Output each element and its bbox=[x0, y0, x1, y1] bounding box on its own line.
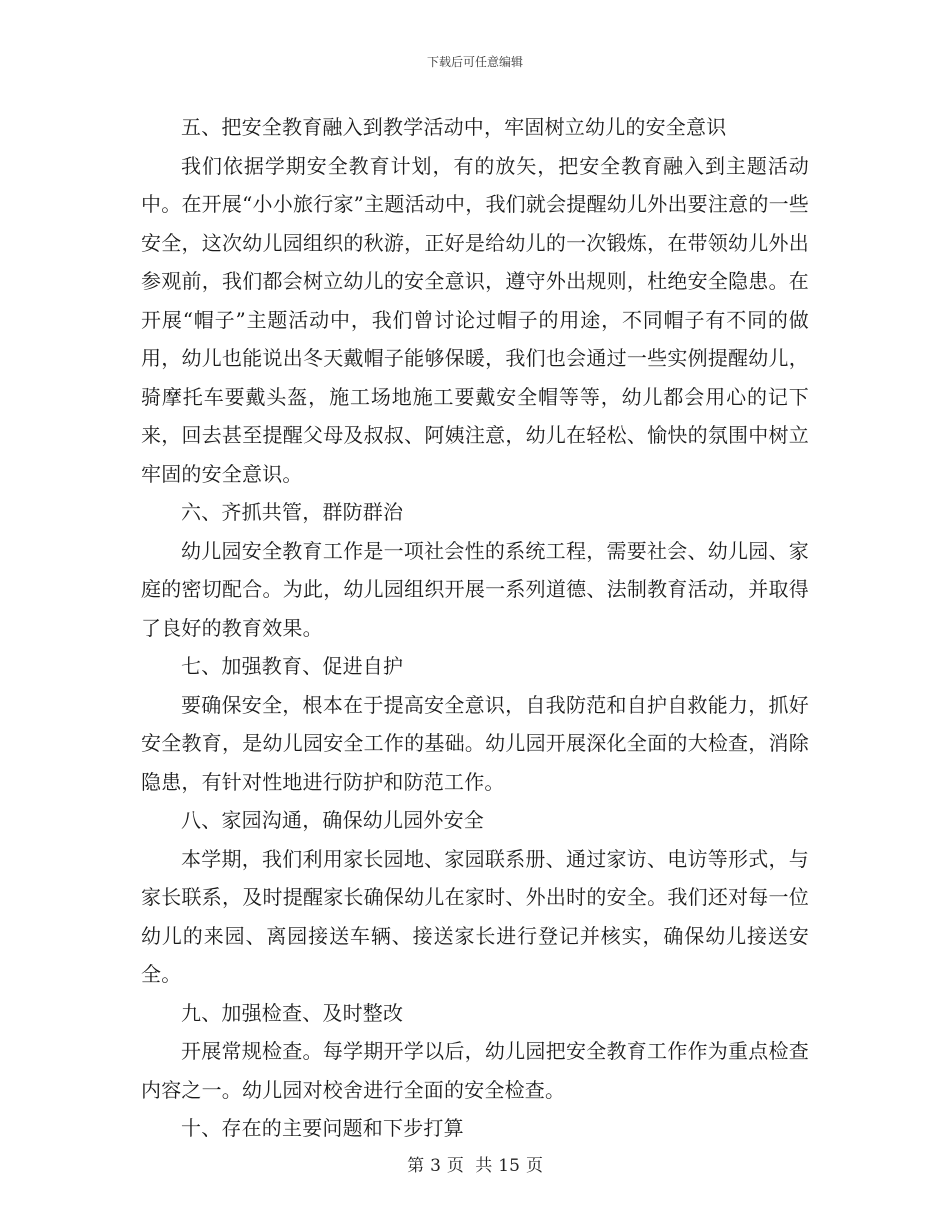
section-heading-6: 六、齐抓共管，群防群治 bbox=[181, 500, 404, 524]
body-paragraph: 要确保安全，根本在于提高安全意识，自我防范和自护自救能力，抓好安全教育，是幼儿园安全工作的基础。幼儿园开展深化全面的大检查，消除隐患，有针对性地进行防护和防范工作。 bbox=[141, 692, 809, 794]
section-heading-5: 五、把安全教育融入到教学活动中，牢固树立幼儿的安全意识 bbox=[181, 115, 727, 139]
document-body bbox=[141, 108, 809, 1148]
section-heading-9: 九、加强检查、及时整改 bbox=[181, 1000, 404, 1025]
page-header-note: 下载后可任意编辑 bbox=[426, 55, 523, 69]
body-paragraph: 我们依据学期安全教育计划，有的放矢，把安全教育融入到主题活动中。在开展“小小旅行家”主题活动中，我们就会提醒幼儿外出要注意的一些安全，这次幼儿园组织的秋游，正好是给幼儿的一次锻炼，在带领幼儿外出参观前，我们都会树立幼儿的安全意识，遵守外出规则，杜绝安全隐患。在开展“帽子”主题活动中，我们曾讨论过帽子的用途，不同帽子有不同的做用，幼儿也能说出冬天戴帽子能够保暖，我们也会通过一些实例提醒幼儿，骑摩托车要戴头盔，施工场地施工要戴安全帽等等，幼儿都会用心的记下来，回去甚至提醒父母及叔叔、阿姨注意，幼儿在轻松、愉快的氛围中树立牢固的安全意识。 bbox=[141, 153, 809, 486]
footer-current-page: 3 bbox=[430, 1156, 441, 1176]
section-heading-10: 十、存在的主要问题和下步打算 bbox=[181, 1116, 464, 1140]
body-paragraph: 幼儿园安全教育工作是一项社会性的系统工程，需要社会、幼儿园、家庭的密切配合。为此，幼儿园组织开展一系列道德、法制教育活动，并取得了良好的教育效果。 bbox=[141, 538, 809, 640]
section-heading-7: 七、加强教育、促进自护 bbox=[181, 654, 404, 678]
footer-total-pages: 15 bbox=[498, 1156, 520, 1176]
section-heading-8: 八、家园沟通，确保幼儿园外安全 bbox=[181, 808, 484, 832]
body-paragraph: 本学期，我们利用家长园地、家园联系册、通过家访、电访等形式，与家长联系，及时提醒家长确保幼儿在家时、外出时的安全。我们还对每一位幼儿的来园、离园接送车辆、接送家长进行登记并核实，确保幼儿接送安全。 bbox=[141, 846, 809, 986]
body-paragraph: 开展常规检查。每学期开学以后，幼儿园把安全教育工作作为重点检查内容之一。幼儿园对校舍进行全面的安全检查。 bbox=[141, 1039, 809, 1102]
footer-mid: 页 共 bbox=[446, 1156, 493, 1176]
footer-suffix: 页 bbox=[525, 1156, 543, 1176]
footer-prefix: 第 bbox=[407, 1156, 425, 1176]
page-number-footer bbox=[0, 1155, 950, 1177]
